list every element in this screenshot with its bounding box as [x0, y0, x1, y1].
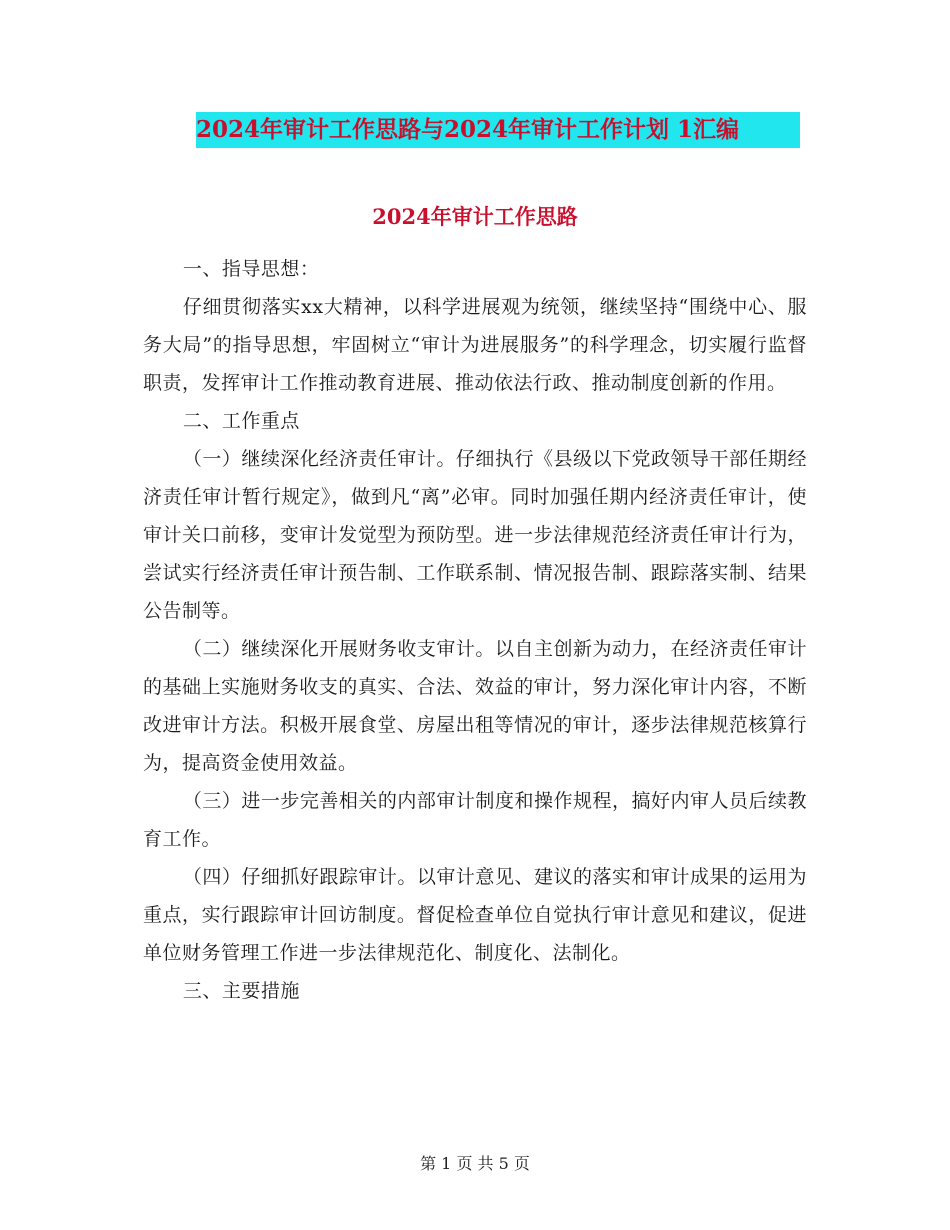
section-title: 2024年审计工作思路 [372, 204, 578, 229]
paragraph: 仔细贯彻落实xx大精神，以科学进展观为统领，继续坚持“围绕中心、服务大局”的指导思想，牢固树立“审计为进展服务”的科学理念，切实履行监督职责，发挥审计工作推动教育进展、推动依法行政、推动制度创新的作用。 [143, 296, 807, 394]
paragraph: （四）仔细抓好跟踪审计。以审计意见、建议的落实和审计成果的运用为重点，实行跟踪审计回访制度。督促检查单位自觉执行审计意见和建议，促进单位财务管理工作进一步法律规范化、制度化、法制化。 [143, 866, 807, 964]
paragraph: 一、指导思想： [182, 258, 320, 280]
document-title: 2024年审计工作思路与2024年审计工作计划 1汇编 [196, 112, 800, 148]
document-body [143, 246, 807, 1010]
paragraph: （一）继续深化经济责任审计。仔细执行《县级以下党政领导干部任期经济责任审计暂行规定》，做到凡“离”必审。同时加强任期内经济责任审计，使审计关口前移，变审计发觉型为预防型。进一步法律规范经济责任审计行为，尝试实行经济责任审计预告制、工作联系制、情况报告制、跟踪落实制、结果公告制等。 [143, 448, 807, 622]
paragraph: （二）继续深化开展财务收支审计。以自主创新为动力，在经济责任审计的基础上实施财务收支的真实、合法、效益的审计，努力深化审计内容，不断改进审计方法。积极开展食堂、房屋出租等情况的审计，逐步法律规范核算行为，提高资金使用效益。 [143, 638, 807, 774]
page-footer: 第 1 页 共 5 页 [420, 1154, 530, 1173]
paragraph: （三）进一步完善相关的内部审计制度和操作规程，搞好内审人员后续教育工作。 [143, 790, 807, 850]
paragraph: 三、主要措施 [182, 980, 300, 1002]
paragraph: 二、工作重点 [182, 410, 300, 432]
